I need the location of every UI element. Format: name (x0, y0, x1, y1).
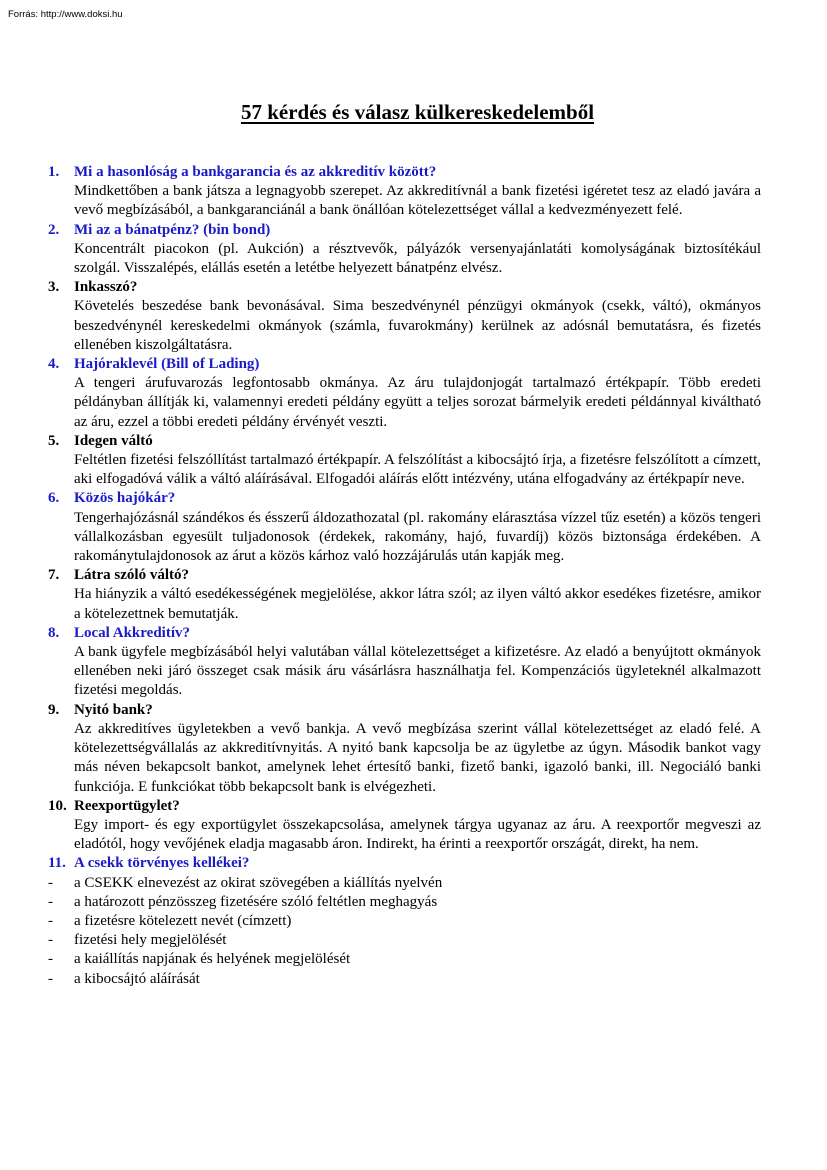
dash-marker: - (48, 932, 53, 949)
question-row (48, 624, 761, 643)
answer-text: Egy import- és egy exportügylet összekapcsolása, amelynek tárgya ugyanaz az áru. A reexportőr megveszi az eladótól, hogy vevőjének eladja magasabb áron. Indirekt, ha érinti a reexportőr országát, direkt, ha nem. (74, 816, 761, 853)
bullet-item (48, 874, 761, 893)
question-text: Közös hajókár? (74, 490, 176, 507)
qa-item (48, 701, 761, 797)
question-number: 7. (48, 567, 60, 584)
question-number: 3. (48, 279, 60, 296)
answer-text: A bank ügyfele megbízásából helyi valutában vállal kötelezettséget a kifizetésre. Az eladó a benyújtott okmányok ellenében neki járó összeget csak másik áru vásárlásra használhatja fel. Kompenzációs ügyleteknél alkalmazott fizetési megoldás. (74, 644, 761, 699)
question-row (48, 355, 761, 374)
answer-text: Tengerhajózásnál szándékos és ésszerű áldozathozatal (pl. rakomány elárasztása vízzel tűz esetén) a közös tengeri vállalkozásban egyesült tuljadonosok (érdekek, rakomány, hajó, fuvardíj) közös biztonsága érdekében. A rakománytulajdonosok az árut a közös kárhoz való hozzájárulás után kapják meg. (74, 509, 761, 565)
qa-item (48, 854, 761, 873)
answer-text: Feltétlen fizetési felszóllítást tartalmazó értékpapír. A felszólítást a kibocsájtó írja, a fizetésre felszólított a címzett, aki elfogadóvá válik a váltó aláírásával. Elfogadói aláírás előtt intézvény, utána elfogadvány az értékpapír neve. (74, 452, 761, 488)
question-text: Hajóraklevél (Bill of Lading) (74, 356, 260, 373)
bullet-item (48, 950, 761, 969)
dash-marker: - (48, 970, 53, 987)
dash-marker: - (48, 951, 53, 968)
bullet-item (48, 970, 761, 989)
question-text: Mi az a bánatpénz? (bin bond) (74, 221, 271, 238)
dash-marker: - (48, 912, 53, 929)
source-line: Forrás: http://www.doksi.hu (8, 9, 123, 20)
question-number: 4. (48, 356, 60, 373)
question-text: Idegen váltó (74, 432, 153, 449)
question-text: Inkasszó? (74, 279, 138, 296)
question-number: 6. (48, 490, 60, 507)
dash-marker: - (48, 874, 53, 891)
question-row (48, 432, 761, 451)
answer-text: A tengeri árufuvarozás legfontosabb okmánya. Az áru tulajdonjogát tartalmazó értékpapír. Több eredeti példányban állítják ki, valamennyi eredeti példány együtt a teljes sorozat bármelyik eredeti példánnyal kiváltható az áru, ezzel a többi eredeti példány érvényét veszti. (74, 375, 761, 430)
question-row (48, 797, 761, 816)
qa-item (48, 432, 761, 490)
qa-item (48, 221, 761, 279)
question-text: Mi a hasonlóság a bankgarancia és az akkreditív között? (74, 164, 437, 180)
qa-item (48, 163, 761, 221)
answer-text: Koncentrált piacokon (pl. Aukción) a résztvevők, pályázók versenyajánlatáti komolyságának biztosítékául szolgál. Visszalépés, elállás esetén a letétbe helyezett bánatpénz elvész. (74, 240, 761, 277)
question-row (48, 221, 761, 240)
question-text: Reexportügylet? (74, 797, 180, 814)
question-number: 2. (48, 221, 60, 238)
dash-marker: - (48, 893, 53, 910)
qa-item (48, 489, 761, 566)
question-text: Local Akkreditív? (74, 624, 190, 641)
question-number: 10. (48, 797, 67, 814)
qa-item (48, 797, 761, 855)
question-text: Nyitó bank? (74, 701, 153, 718)
question-number: 9. (48, 701, 60, 718)
question-number: 5. (48, 432, 60, 449)
answer-text: Az akkreditíves ügyletekben a vevő bankja. A vevő megbízása szerint vállal kötelezettséget az eladó felé. A kötelezettségvállalás az akkreditívnyitás. A nyitó bank kapcsolja be az ügyletbe az úgyn. Második bankot vagy más néven bekapcsolt bankot, amelynek lehet értesítő banki, fizető banki, igazoló banki, ill. Negociáló banki funkciója. E funkciókat több bekapcsolt bank is elvégezheti. (74, 720, 761, 795)
question-number: 1. (48, 164, 60, 180)
question-text: Látra szóló váltó? (74, 567, 189, 584)
question-row (48, 701, 761, 720)
qa-item (48, 566, 761, 624)
question-number: 8. (48, 624, 60, 641)
bullet-item (48, 893, 761, 912)
bullet-text: a kibocsájtó aláírását (74, 970, 200, 987)
qa-item (48, 355, 761, 432)
bullet-text: fizetési hely megjelölését (74, 932, 227, 949)
question-number: 11. (48, 855, 66, 872)
page-title: 57 kérdés és válasz külkereskedelemből (240, 100, 595, 124)
answer-text: Ha hiányzik a váltó esedékességének megjelölése, akkor látra szól; az ilyen váltó akkor esedékes fizetésre, amikor a kötelezettnek bemutatják. (74, 586, 761, 622)
question-row (48, 163, 761, 182)
bullet-text: a CSEKK elnevezést az okirat szövegében a kiállítás nyelvén (74, 874, 443, 891)
question-row (48, 566, 761, 585)
bullet-item (48, 931, 761, 950)
question-row (48, 854, 761, 873)
answer-text: Mindkettőben a bank játsza a legnagyobb szerepet. Az akkreditívnál a bank fizetési igéretet tesz az eladó javára a vevő megbízásából, a bankgaranciánál a bank önállóan kötelezettséget vállal a kedvezményezett felé. (74, 183, 761, 219)
bullet-text: a fizetésre kötelezett nevét (címzett) (74, 912, 292, 929)
question-row (48, 489, 761, 508)
answer-text: Követelés beszedése bank bevonásával. Sima beszedvénynél pénzügyi okmányok (csekk, váltó), okmányos beszedvénynél kereskedelmi okmányok (számla, fuvarokmány) kerülnek az adósnál bemutatásra, és fizetés ellenében kiszolgáltatásra. (74, 298, 761, 353)
bullet-text: a kaiállítás napjának és helyének megjelölését (74, 951, 351, 968)
bullet-text: a határozott pénzösszeg fizetésére szóló feltétlen meghagyás (74, 893, 438, 910)
qa-item (48, 624, 761, 701)
question-text: A csekk törvényes kellékei? (74, 855, 250, 872)
qa-item (48, 278, 761, 355)
question-row (48, 278, 761, 297)
qa-list (48, 163, 761, 989)
bullet-item (48, 912, 761, 931)
